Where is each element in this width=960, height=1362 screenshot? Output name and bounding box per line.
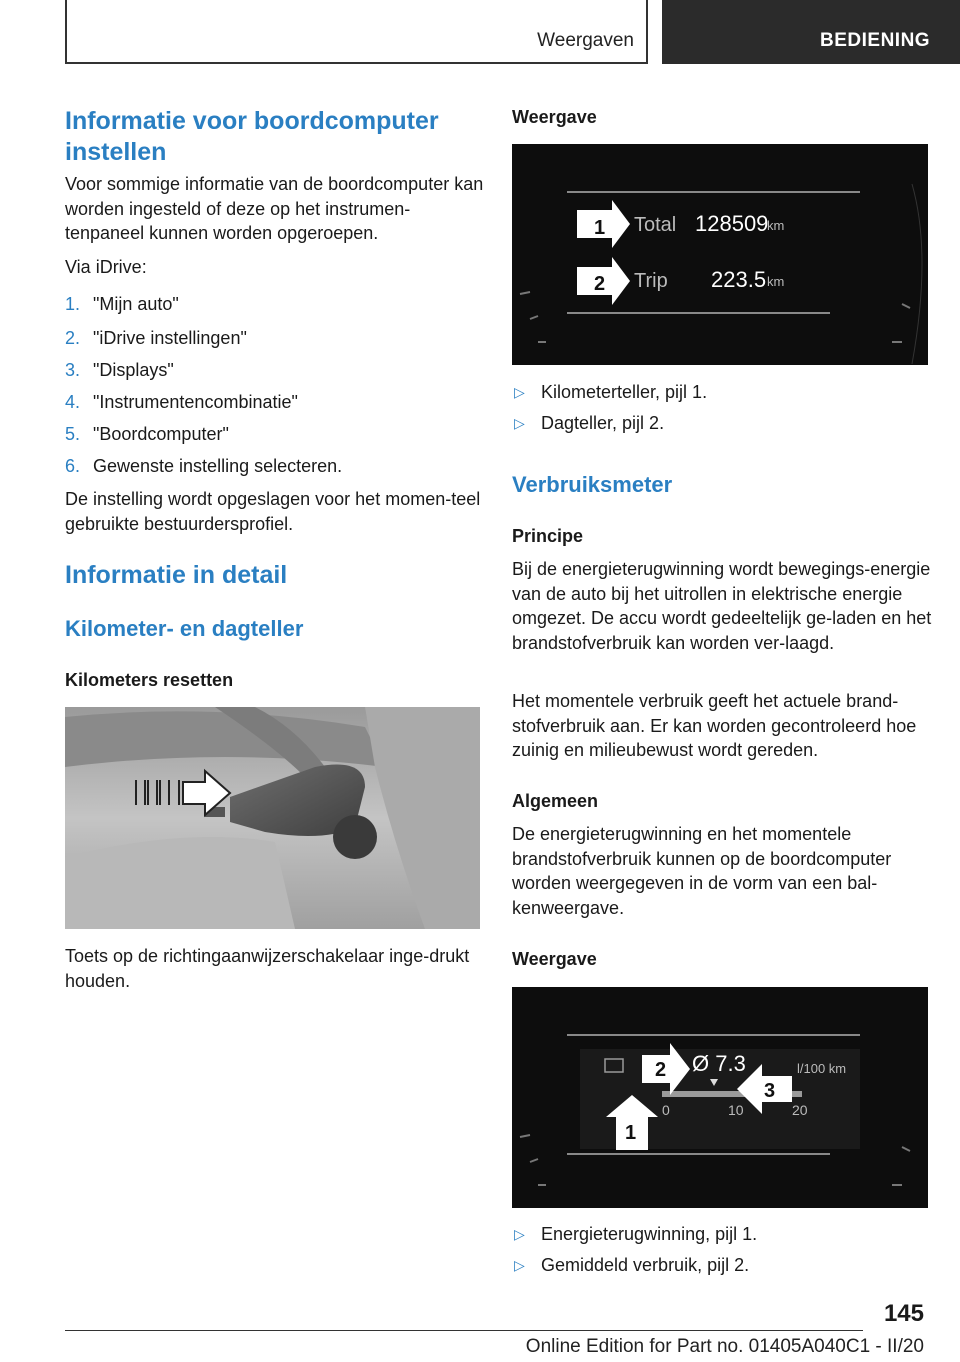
bullet-triangle-icon: ▷ [514, 1257, 525, 1273]
page-number: 145 [883, 1300, 924, 1327]
list-item: 2. "iDrive instellingen" [65, 328, 247, 348]
header-chapter-box [662, 0, 960, 64]
list-item: 1. "Mijn auto" [65, 294, 179, 314]
heading-weergave-1: Weergave [512, 107, 597, 127]
odo-total-label: Total [634, 214, 677, 236]
via-idrive: Via iDrive: [65, 257, 147, 277]
odo-unit-1: km [767, 218, 785, 233]
para-reset: Toets op de richtingaanwijzerschakelaar inge-drukt houden. [65, 946, 470, 991]
para-algemeen: De energieterugwinning en het momentele brandstofverbruik kunnen op de boordcomputer worden weergegeven in de vorm van een bal-kenweergave. [512, 824, 892, 918]
list-item: 6. Gewenste instelling selecteren. [65, 456, 343, 476]
list-item: 3. "Displays" [65, 360, 174, 380]
para-saved: De instelling wordt opgeslagen voor het momen-teel gebruikte bestuurdersprofiel. [65, 489, 481, 534]
bullet-triangle-icon: ▷ [514, 1226, 525, 1242]
header-chapter: BEDIENING [820, 30, 931, 51]
cons-arrow-3: 3 [764, 1080, 776, 1102]
scale-tick-10: 10 [728, 1102, 744, 1118]
odo-arrow-2: 2 [594, 273, 606, 295]
bullet-triangle-icon: ▷ [514, 415, 525, 431]
heading-km: Kilometer- en dagteller [65, 616, 304, 641]
para-config: Voor sommige informatie van de boordcomputer kan worden ingesteld of deze op het instrumen-tenpaneel kunnen worden opgeroepen. [65, 174, 484, 243]
consumption-unit: l/100 km [797, 1061, 847, 1076]
bullet-triangle-icon: ▷ [514, 384, 525, 400]
cons-arrow-2: 2 [655, 1059, 667, 1081]
odometer-display-image [512, 144, 928, 365]
consumption-display-image [512, 987, 928, 1208]
header-section-box [65, 0, 648, 64]
turn-signal-stalk-image [65, 707, 480, 929]
odo-trip-value: 223.5 [711, 267, 767, 292]
footer-divider [65, 1330, 863, 1331]
para-principe: Bij de energieterugwinning wordt bewegings-energie van de auto bij het uitrollen in elektrische energie omgezet. De accu wordt gedeeltelijk ge-laden en het brandstofverbruik kan worden ver-laagd. [512, 559, 932, 653]
odo-unit-2: km [767, 274, 785, 289]
list-item: Gemiddeld verbruik, pijl 2. [541, 1255, 750, 1275]
header-section: Weergaven [537, 30, 634, 51]
odo-trip-label: Trip [634, 270, 668, 292]
heading-verbruik: Verbruiksmeter [512, 472, 673, 497]
footer-edition: Online Edition for Part no. 01405A040C1 - II/20 [525, 1336, 924, 1357]
list-item: Kilometerteller, pijl 1. [541, 382, 708, 402]
cons-arrow-1: 1 [625, 1122, 637, 1144]
avg-consumption-value: Ø 7.3 [692, 1051, 746, 1076]
heading-algemeen: Algemeen [512, 791, 599, 811]
scale-tick-20: 20 [792, 1102, 808, 1118]
heading-reset: Kilometers resetten [65, 670, 234, 690]
scale-tick-0: 0 [662, 1102, 670, 1118]
list-item: Dagteller, pijl 2. [541, 413, 665, 433]
list-item: 4. "Instrumentencombinatie" [65, 392, 298, 412]
list-item: Energieterugwinning, pijl 1. [541, 1224, 758, 1244]
heading-weergave-2: Weergave [512, 949, 597, 969]
list-item: 5. "Boordcomputer" [65, 424, 229, 444]
heading-detail: Informatie in detail [65, 561, 288, 589]
heading-config: Informatie voor boordcomputer instellen [65, 107, 439, 166]
odo-arrow-1: 1 [594, 217, 606, 239]
heading-principe: Principe [512, 526, 584, 546]
odo-total-value: 128509 [695, 211, 769, 236]
para-momentaan: Het momentele verbruik geeft het actuele brand-stofverbruik aan. Er kan worden gecontroleerd hoe zuinig en milieubewust wordt gereden. [512, 691, 917, 760]
